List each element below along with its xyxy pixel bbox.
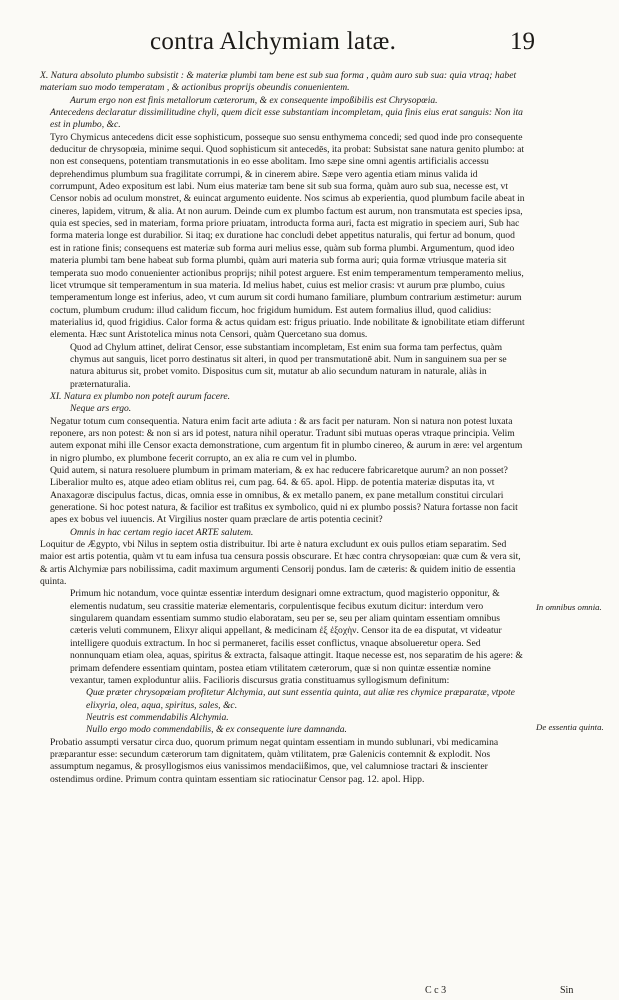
conclusion-x: Aurum ergo non est finis metallorum cæterorum, & ex consequente impoßibilis est Chrysopœia. <box>70 94 438 106</box>
conclusion-xi: Neque ars ergo. <box>70 403 132 415</box>
negatur-paragraph: Negatur totum cum consequentia. Natura enim facit arte adiuta : & ars facit per naturam. Non si natura non potest luxata reponere, ars non potest: & non si ars id potest, natura nihil operatur. Tradunt sibi mutuas operas vtraque principia. Velim autem exponat mihi ille Censor exacta demonstratione, cum argentum fit in plumbo cinereo, & aurum in ære: vel argentum in nigro plumbo, ex plumbone fecerit corrupto, an ex alia re cum vel in plumbo. <box>50 415 523 464</box>
quid-autem-paragraph: Quid autem, si natura resoluere plumbum in primam materiam, & ex hac reducere fabricaretque aurum? an non posset? Liberalior multo es, atque adeo etiam oblitus rei, cum pag. 64. & 65. apol. Hipp. de potentia materiæ disputas ita, vt Anaxagoræ discipulus factus, dicas, omnia esse in omnibus, & ex metallo panem, ex pane metallum constitui circulari generatione. Si hoc potest natura, & facilior est traßitus ex symbolico, quid ni ex plumbo possis? Natura fortasse non facit apes ex bobus vel iuuencis. At Virgilius noster quam præclare de artis potentia cecinit? <box>50 465 518 526</box>
thesis-x: X. Natura absoluto plumbo subsistit : & materiæ plumbi tam bene est sub sua forma , quàm auro sub sua: quia vtraq; habet materiam suo modo temperatam , & actionibus proprijs obeundis conuenientem. <box>40 70 517 94</box>
aegypt-paragraph: Loquitur de Ægypto, vbi Nilus in septem ostia distribuitur. Ibi arte è natura excludunt ex ouis pullos etiam separatim. Sed maior est artis potentia, quàm vt tu eam infusa tua censura possis obscurare. Et hæc contra chrysopœian: quæ cum & vera sit, & artis Alchymiæ pars nobilissima, cadit maximum argumenti Censorij pondus. Iam de cæteris: & quidem initio de essentia quinta. <box>40 539 521 588</box>
virgil-quote: Omnis in hac certam regio iacet ARTE salutem. <box>70 526 254 538</box>
probatio-paragraph: Probatio assumpti versatur circa duo, quorum primum negat quintam essentiam in mundo sublunari, vbi medicamina præparantur esse: secundum cæterorum tam dignitatem, quàm vtilitatem, præ Galenicis contemnit & explodit. Nos assumptum negamus, & prosyllogismos eius vanissimos mendaciißimos, que, vel calumniose tractari & inscienter ostendimus ordine. Primum contra quintam essentiam sic ratiocinatur Censor pag. 12. apol. Hipp. <box>50 736 499 785</box>
body-text <box>40 70 525 786</box>
margin-note-de-essentia: De essentia quinta. <box>536 722 604 732</box>
antecedent-note: Antecedens declaratur dissimilitudine chyli, quem dicit esse substantiam incompletam, quia finis eius erat sanguis: Non ita est in plumbo, &c. <box>50 107 523 131</box>
syllogism-major: Quæ præter chrysopœiam profitetur Alchymia, aut sunt essentia quinta, aut aliæ res chymice præparatæ, vtpote elixyria, olea, aqua, spiritus, sales, &c. <box>86 687 515 711</box>
signature-mark: C c 3 <box>425 985 447 996</box>
syllogism-conclusion: Nullo ergo modo commendabilis, & ex consequente iure damnanda. <box>86 724 347 736</box>
quinta-essentia-paragraph: Primum hic notandum, voce quintæ essentiæ interdum designari omne extractum, quod magisterio opponitur, & elementis nudatum, seu crassitie materiæ elementaris, corpulentisque fecibus exutum dicitur: interdum vero singularem quandam essentiam summo studio elaboratam, seu per se, seu per aliam quintam essentiam omnibus cæteris veluti communem, Elixyr aliqui appellant, & medicinam ἐξ ἐξοχὴν. Censor ita de ea disputat, vt videatur intelligere quoduis extractum. In hoc si permaneret, facilis esset conflictus, vnaque absolueretur opera. Sed nonnunquam etiam olea, aquas, spiritus & extracta, falsaque attingit. Itaque necesse est, nos separatim de his agere: & primam defendere essentiam quintam, postea etiam vtilitatem cæterorum, quæ si non quintæ essentiæ nomine vexantur, tamen exploduntur aliis. Facilioris discursus gratia constituamus syllogismum definitum: <box>70 588 523 686</box>
page-number: 19 <box>510 28 535 55</box>
page-header <box>0 28 619 62</box>
running-title: contra Alchymiam latæ. <box>150 28 397 55</box>
catchword: Sin <box>560 985 574 996</box>
syllogism-minor: Neutris est commendabilis Alchymia. <box>86 711 229 723</box>
chylus-paragraph: Quod ad Chylum attinet, delirat Censor, esse substantiam incompletam, Est enim sua forma tam perfectus, quàm chymus aut sanguis, licet porro destinatus sit alteri, in quod per transmutationē abit. Num in sanguinem sua per se natura abiturus sit, probet vomito. Dispositus cum sit, mutatur ab alio secundum naturam in naturale, aliàs in præternaturalia. <box>70 341 507 390</box>
margin-note-in-omnibus: In omnibus omnia. <box>536 602 602 612</box>
thesis-xi: XI. Natura ex plumbo non poteſt aurum facere. <box>50 390 231 402</box>
reply-paragraph: Tyro Chymicus antecedens dicit esse sophisticum, posseque suo sensu enthymema concedi; sed quod inde pro consequente deducitur de chrysopœia, minime sequi. Quod sophisticum sit antecedēs, ita probat: Subsistat sane natura genito plumbo: at non est consequens, potentiam transmutationis in eo esse abolitam. Imo sæpe sine omni agentis artificialis accessu deprehendimus plumbum sua fragilitate corrumpi, & in cinerem abire. Sæpe vero agentia etiam minus valida id corrumpunt, Adeo expositum est labi. Num eius materiæ tam bene sit sub sua forma, quàm auro sub sua, necesse est, vt Censor nobis ad oculum monstret, & euincat argumento euidente. Nos scimus ab experientia, quod plumbum facile abeat in cineres, lapidem, vitrum, & alia. At non aurum. Deinde cum ex plumbo factum est aurum, non transmutata est species ipsa, quia est species, sed in materiam, forma priore priuatam, introducta forma auri, facta est migratio in speciem auri, Sub hac forma materia longe est durabilior. Si itaq; ex duratione hac concludi debet appetitus naturalis, qui fertur ad bonum, quod est in ratione finis; consequens est materiæ sub forma auri melius esse, quàm sub forma plumbi. Argumentum, quod ideo materia plumbi tam bene habeat sub forma plumbi, quàm auri materia sub forma auri; quia formæ vtriusque materia sit temperata suo modo conuenienter actionibus proprijs; nihil potest arguere. Est enim temperamentum temperamento melius, licet vtrumque sit temperamentum in sua materia. Id melius habet, cuius est melior crasis: vt aurum præ plumbo, cuius temperamentum longe est inferius, adeo, vt cum aurum sit cordi humano familiare, plumbum contrarium æstimetur: aurum coctum, plumbum crudum: illud calidum ficcum, hoc frigidum humidum. Est autem formalius illud, quod calidius: materialius id, quod frigidius. Calor forma & actus quidam est: frigus priuatio. Inde nobilitate & ignobilitate etiam differunt elementa. Hæc sunt Aristotelica minus nota Censori, quàm Quercetano sua domus. <box>50 131 525 341</box>
